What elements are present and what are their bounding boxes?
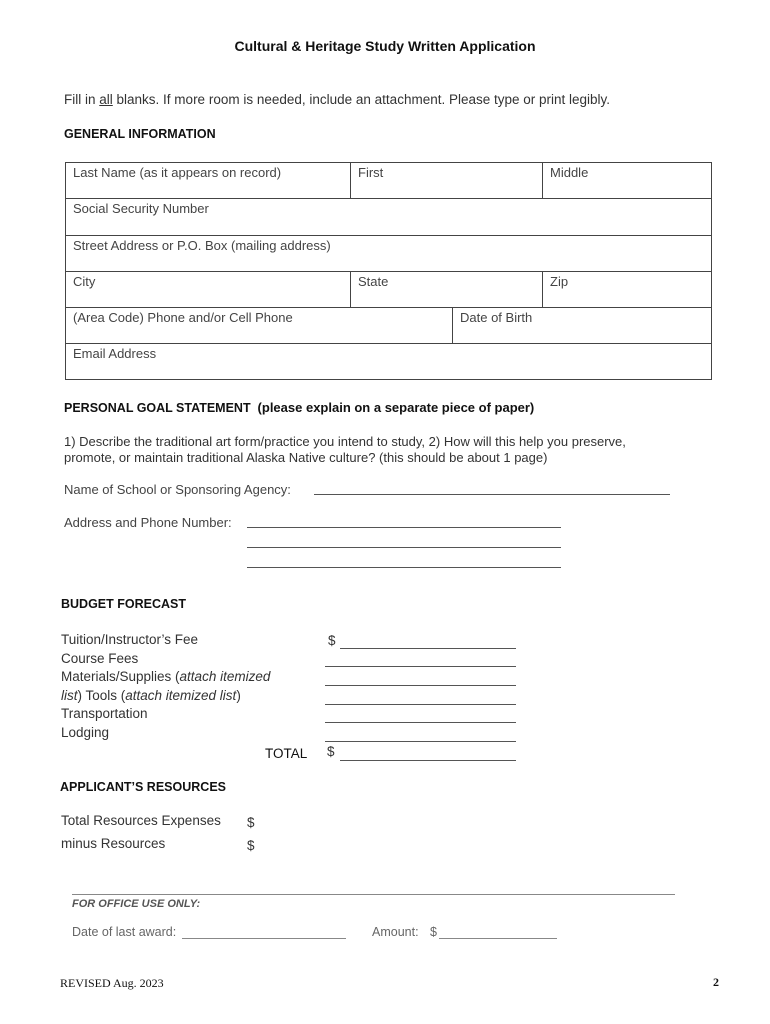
school-label: Name of School or Sponsoring Agency:	[64, 482, 291, 497]
budget-items	[61, 631, 301, 742]
materials-label	[61, 668, 301, 687]
total-resources-currency: $	[247, 815, 255, 830]
office-use-label: FOR OFFICE USE ONLY:	[72, 898, 201, 910]
middle-name-label: Middle	[550, 165, 589, 180]
city-label: City	[73, 274, 96, 289]
zip-label: Zip	[550, 274, 569, 289]
email-field[interactable]	[66, 344, 711, 380]
personal-goal-heading-text: PERSONAL GOAL STATEMENT	[64, 401, 251, 415]
ssn-field[interactable]	[66, 199, 711, 235]
instructions-pre: Fill in	[64, 92, 100, 107]
date-of-last-award-line[interactable]	[182, 938, 346, 939]
date-of-birth-label: Date of Birth	[460, 310, 533, 325]
budget-forecast-heading: BUDGET FORECAST	[61, 597, 186, 611]
lodging-label: Lodging	[61, 724, 110, 740]
phone-field[interactable]	[66, 308, 452, 343]
zip-field[interactable]	[542, 272, 711, 307]
instructions-underlined: all	[99, 92, 113, 107]
tuition-currency: $	[328, 633, 336, 648]
amount-currency: $	[430, 925, 437, 939]
tuition-input-line[interactable]	[340, 648, 516, 649]
materials-label-a: Materials/Supplies (	[61, 669, 180, 684]
date-of-birth-field[interactable]	[452, 308, 711, 343]
amount-line[interactable]	[439, 938, 557, 939]
address-input-line-2[interactable]	[247, 547, 561, 548]
tools-label-a: ) Tools (	[77, 687, 126, 703]
street-address-field[interactable]	[66, 236, 711, 271]
goal-description-line1: 1) Describe the traditional art form/practice you intend to study, 2) How will this help you preserve,	[64, 434, 626, 449]
instructions	[64, 92, 610, 107]
general-information-table	[65, 162, 712, 380]
email-label: Email Address	[73, 346, 157, 361]
instructions-post: blanks. If more room is needed, include an attachment. Please type or print legibly.	[112, 92, 611, 107]
tools-label-c: )	[236, 687, 241, 703]
course-fees-label: Course Fees	[61, 650, 139, 666]
total-input-line[interactable]	[340, 760, 516, 761]
page-number: 2	[713, 975, 719, 989]
state-field[interactable]	[350, 272, 542, 307]
first-name-field[interactable]	[350, 163, 542, 198]
tools-label	[61, 687, 301, 706]
total-label: TOTAL	[265, 746, 308, 761]
amount-label: Amount:	[372, 925, 419, 939]
city-row	[66, 272, 711, 308]
phone-label: (Area Code) Phone and/or Cell Phone	[73, 310, 293, 325]
office-divider	[72, 894, 675, 895]
materials-label-c: list	[61, 687, 78, 703]
personal-goal-note: (please explain on a separate piece of paper)	[257, 400, 535, 415]
personal-goal-heading	[64, 400, 534, 415]
page-title: Cultural & Heritage Study Written Application	[234, 38, 536, 54]
revised-date: REVISED Aug. 2023	[60, 976, 164, 990]
street-row	[66, 236, 711, 272]
tuition-label: Tuition/Instructor’s Fee	[61, 632, 199, 647]
general-information-heading: GENERAL INFORMATION	[64, 127, 216, 141]
name-row	[66, 163, 711, 199]
address-input-line-3[interactable]	[247, 567, 561, 568]
total-currency: $	[327, 744, 335, 759]
lodging-input-line[interactable]	[325, 741, 516, 742]
city-field[interactable]	[66, 272, 350, 307]
school-input-line[interactable]	[314, 494, 670, 495]
tools-label-b: attach itemized list	[125, 687, 237, 703]
phone-row	[66, 308, 711, 344]
materials-input-line[interactable]	[325, 685, 516, 686]
date-of-last-award-label: Date of last award:	[72, 925, 177, 939]
last-name-field[interactable]	[66, 163, 350, 198]
first-name-label: First	[358, 165, 384, 180]
address-phone-label: Address and Phone Number:	[64, 515, 232, 530]
applicant-resources-heading: APPLICANT’S RESOURCES	[60, 780, 226, 794]
address-input-line-1[interactable]	[247, 527, 561, 528]
state-label: State	[358, 274, 389, 289]
transportation-label: Transportation	[61, 706, 148, 721]
ssn-label: Social Security Number	[73, 201, 209, 216]
minus-resources-currency: $	[247, 838, 255, 853]
middle-name-field[interactable]	[542, 163, 711, 198]
goal-description-line2: promote, or maintain traditional Alaska Native culture? (this should be about 1 page)	[64, 450, 548, 465]
minus-resources-label: minus Resources	[61, 836, 166, 851]
email-row	[66, 344, 711, 380]
street-address-label: Street Address or P.O. Box (mailing address)	[73, 238, 331, 253]
materials-label-b: attach itemized	[179, 669, 271, 684]
last-name-label: Last Name (as it appears on record)	[73, 165, 282, 180]
course-fees-input-line[interactable]	[325, 666, 516, 667]
total-resources-expenses-label: Total Resources Expenses	[61, 813, 221, 828]
ssn-row	[66, 199, 711, 236]
transportation-input-line[interactable]	[325, 722, 516, 723]
tools-input-line[interactable]	[325, 704, 516, 705]
